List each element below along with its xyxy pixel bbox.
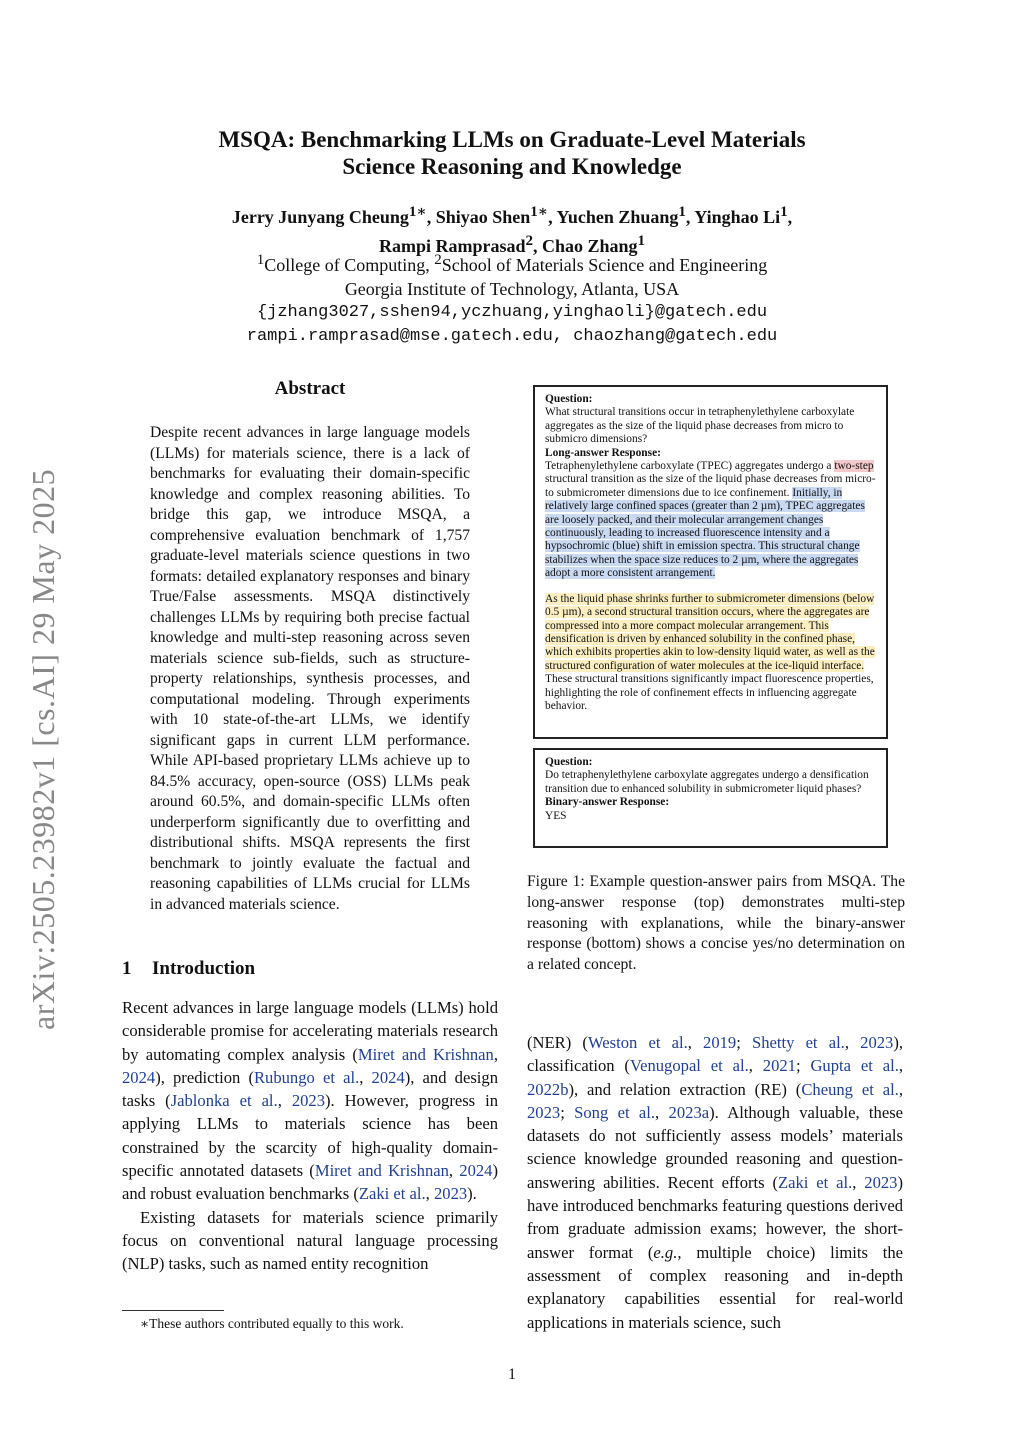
citation-link[interactable]: 2019 xyxy=(703,1033,737,1052)
author-name: Jerry Junyang Cheung xyxy=(231,207,409,227)
section-title: Introduction xyxy=(152,958,256,979)
intro-paragraph-2: Existing datasets for materials science primarily focus on conventional natural language processing (NLP) tasks, such as named entity recognition xyxy=(122,1207,498,1274)
figure-box-binary-answer xyxy=(533,748,888,848)
question-text: What structural transitions occur in tetraphenylethylene carboxylate aggregates as the size of the liquid phase decreases from micro to submicro dimensions? xyxy=(545,406,855,446)
citation-link[interactable]: 2024 xyxy=(459,1161,493,1181)
author-name: Rampi Ramprasad xyxy=(378,236,526,256)
long-answer-text-2: As the liquid phase shrinks further to submicrometer dimensions (below 0.5 µm), a second structural transition occurs, where the aggregates are compressed into a more compact molecular arrangement. This densification is driven by enhanced solubility in the confined phase, which exhibits properties akin to low-density liquid water, as well as the structured configuration of water molecules at the ice-liquid interface. These structural transitions significantly impact fluorescence properties, highlighting the role of confinement effects in influencing aggregate behavior. xyxy=(545,592,875,712)
paper-title xyxy=(0,126,1024,180)
citation-link[interactable]: Gupta et al. xyxy=(810,1056,899,1076)
citation-link[interactable]: 2022b xyxy=(527,1079,569,1099)
author-affil-mark: 1 xyxy=(780,204,788,220)
arxiv-identifier: arXiv:2505.23982v1 [cs.AI] 29 May 2025 xyxy=(25,468,61,1030)
author-affil-mark: 1 xyxy=(678,204,686,220)
figure-box-long-answer xyxy=(533,385,888,739)
author-name: Yuchen Zhuang xyxy=(556,207,679,227)
citation-link[interactable]: 2021 xyxy=(762,1056,796,1076)
question-text: Do tetraphenylethylene carboxylate aggregates undergo a densification transition due to enhanced solubility in submicrometer liquid phases? xyxy=(545,769,869,795)
citation-link[interactable]: 2023a xyxy=(668,1102,710,1122)
footnote-rule xyxy=(122,1310,224,1311)
author-emails-1[interactable]: {jzhang3027,sshen94,yczhuang,yinghaoli}@gatech.edu xyxy=(256,303,768,322)
title-line-2: Science Reasoning and Knowledge xyxy=(342,154,682,179)
author-affil-mark: 2 xyxy=(525,233,533,249)
citation-link[interactable]: Jablonka et al. xyxy=(170,1091,278,1111)
long-answer-text: Tetraphenylethylene carboxylate (TPEC) aggregates undergo a two-step structural transition as the size of the liquid phase decreases from micro- to submicrometer dimensions due to ice confinement. Initially, in relatively large confined spaces (greater than 2 µm), TPEC aggregates are loosely packed, and their molecular arrangement changes continuously, leading to increased fluorescence intensity and a hypsochromic (blue) shift in emission spectra. This structural change stabilizes when the space size reduces to 2 µm, where the aggregates adopt a more consistent arrangement. xyxy=(545,460,876,580)
intro-paragraph-1: Recent advances in large language models (LLMs) hold considerable promise for accelerating materials research by automating complex analysis (Miret and Krishnan, 2024), prediction (Rubungo et al., 2024), and design tasks (Jablonka et al., 2023). However, progress in applying LLMs to materials science has been constrained by the scarcity of high-quality domain-specific annotated datasets (Miret and Krishnan, 2024) and robust evaluation benchmarks (Zaki et al., 2023). xyxy=(122,998,498,1204)
answer-label: Binary-answer Response: xyxy=(545,796,670,809)
right-column-body: (NER) (Weston et al., 2019; Shetty et al., 2023), classification (Venugopal et al., 2021; Gupta et al., 2022b), and relation extraction (RE) (Cheung et al., 2023; Song et al., 2023a). Although valuable, these datasets do not sufficiently assess models’ materials science knowledge grounded reasoning and question-answering abilities. Recent efforts (Zaki et al., 2023) have introduced benchmarks featuring questions derived from graduate admission exams; however, the short-answer format (e.g., multiple choice) limits the assessment of complex reasoning and in-depth explanatory capabilities essential for real-world applications in materials science, such xyxy=(527,1033,904,1332)
affil-2: School of Materials Science and Engineering xyxy=(441,255,768,275)
affil-institution: Georgia Institute of Technology, Atlanta, USA xyxy=(344,279,680,299)
affil-mark: 1 xyxy=(256,252,265,268)
author-affil-mark: 1∗ xyxy=(408,204,427,220)
citation-link[interactable]: 2023 xyxy=(291,1091,325,1111)
citation-link[interactable]: 2023 xyxy=(527,1102,561,1122)
highlight-blue: Initially, in relatively large confined spaces (greater than 2 µm), TPEC aggregates are loosely packed, and their molecular arrangement changes continuously, leading to increased fluorescence intensity and a hypsochromic (blue) shift in emission spectra. This structural change stabilizes when the space size reduces to 2 µm, where the aggregates adopt a more consistent arrangement. xyxy=(545,486,865,580)
author-name: Chao Zhang xyxy=(541,236,638,256)
author-affil-mark: 1∗ xyxy=(530,204,549,220)
citation-link[interactable]: Miret and Krishnan xyxy=(357,1044,494,1064)
citation-link[interactable]: Weston et al. xyxy=(587,1033,688,1052)
footnote: ∗These authors contributed equally to this work. xyxy=(140,1316,404,1331)
citation-link[interactable]: 2024 xyxy=(371,1067,405,1087)
citation-link[interactable]: Miret and Krishnan xyxy=(314,1161,449,1181)
page-number: 1 xyxy=(508,1366,516,1383)
citation-link[interactable]: 2023 xyxy=(864,1172,898,1192)
author-list: Jerry Junyang Cheung$^{1∗}$, Shiyao Shen$^{1∗}$, Yuchen Zhuang$^1$, Yinghao Li$^1$, Rampi Ramprasad$^2$, Chao Zhang$^1$ xyxy=(231,204,793,256)
citation-link[interactable]: Zaki et al. xyxy=(777,1172,853,1192)
citation-link[interactable]: 2023 xyxy=(433,1184,468,1204)
binary-answer: YES xyxy=(545,809,567,822)
affiliations xyxy=(0,248,1024,349)
section-heading xyxy=(122,958,255,980)
author-emails-2[interactable]: rampi.ramprasad@mse.gatech.edu, chaozhang@gatech.edu xyxy=(246,327,778,346)
author-affil-mark: 1 xyxy=(637,233,646,249)
question-label: Question: xyxy=(545,756,593,768)
citation-link[interactable]: 2024 xyxy=(122,1067,156,1087)
author-name: Yinghao Li xyxy=(694,207,781,227)
title-line-1: MSQA: Benchmarking LLMs on Graduate-Level Materials xyxy=(218,127,806,152)
section-number: 1 xyxy=(122,958,132,979)
question-label: Question: xyxy=(545,393,593,405)
citation-link[interactable]: Rubungo et al. xyxy=(253,1067,360,1087)
abstract-heading: Abstract xyxy=(274,378,346,399)
author-name: Shiyao Shen xyxy=(435,207,531,227)
abstract-text: Despite recent advances in large language models (LLMs) for materials science, there is a lack of benchmarks for evaluating their domain-specific knowledge and complex reasoning abilities. To bridge this gap, we introduce MSQA, a comprehensive evaluation benchmark of 1,757 graduate-level materials science questions in two formats: detailed explanatory responses and binary True/False assessments. MSQA distinctively challenges LLMs by requiring both precise factual knowledge and multi-step reasoning across seven materials science sub-fields, such as structure-property relationships, synthesis processes, and computational modeling. Through experiments with 10 state-of-the-art LLMs, we identify significant gaps in current LLM performance. While API-based proprietary LLMs achieve up to 84.5% accuracy, open-source (OSS) LLMs peak around 60.5%, and domain-specific LLMs often underperform significantly due to overfitting and distributional shifts. MSQA represents the first benchmark to jointly evaluate the factual and reasoning capabilities of LLMs crucial for LLMs in advanced materials science. xyxy=(150,424,470,913)
answer-label: Long-answer Response: xyxy=(545,446,661,459)
citation-link[interactable]: Cheung et al. xyxy=(801,1079,899,1099)
citation-link[interactable]: 2023 xyxy=(860,1033,894,1052)
affil-1: College of Computing, xyxy=(264,255,435,275)
figure-caption: Figure 1: Example question-answer pairs from MSQA. The long-answer response (top) demonstrates multi-step reasoning with explanations, while the binary-answer response (bottom) shows a concise yes/no determination on a related concept. xyxy=(527,873,905,974)
highlight-yellow: As the liquid phase shrinks further to submicrometer dimensions (below 0.5 µm), a second structural transition occurs, where the aggregates are compressed into a more compact molecular arrangement. This densification is driven by enhanced solubility in the confined phase, which exhibits properties akin to low-density liquid water, as well as the structured configuration of water molecules at the ice-liquid interface. xyxy=(545,592,875,672)
affil-mark: 2 xyxy=(434,252,442,268)
citation-link[interactable]: Shetty et al. xyxy=(752,1033,845,1052)
citation-link[interactable]: Zaki et al. xyxy=(358,1184,426,1204)
citation-link[interactable]: Venugopal et al. xyxy=(629,1056,749,1076)
highlight-red: two-step xyxy=(834,460,874,473)
citation-link[interactable]: Song et al. xyxy=(574,1102,656,1122)
intro-body xyxy=(122,996,498,1276)
